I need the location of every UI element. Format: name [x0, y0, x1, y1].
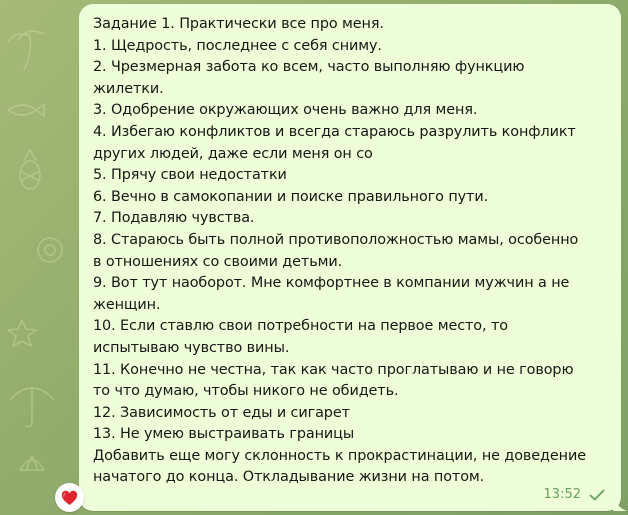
message-line: 11. Конечно не честна, так как часто проглатываю и не говорю — [93, 361, 574, 378]
message-line: 10. Если ставлю свои потребности на первое место, то — [93, 318, 508, 335]
message-line: 1. Щедрость, последнее с себя сниму. — [93, 37, 382, 54]
message-line: начатого до конца. Откладывание жизни на потом. — [93, 469, 485, 486]
message-line: 9. Вот тут наоборот. Мне комфортнее в компании мужчин а не — [93, 275, 570, 292]
message-line: то что думаю, чтобы никого не обидеть. — [93, 383, 399, 400]
single-check-icon — [589, 489, 605, 501]
message-line: 13. Не умею выстраивать границы — [93, 426, 355, 443]
message-line: испытываю чувство вины. — [93, 339, 290, 356]
message-line: других людей, даже если меня он со — [93, 145, 373, 162]
message-line: 2. Чрезмерная забота ко всем, часто выполняю функцию — [93, 59, 525, 76]
message-line: 5. Прячу свои недостатки — [93, 167, 287, 184]
reaction-badge[interactable] — [55, 483, 84, 512]
message-line: 4. Избегаю конфликтов и всегда стараюсь разрулить конфликт — [93, 123, 576, 140]
message-time: 13:52 — [543, 487, 581, 502]
message-line: 3. Одобрение окружающих очень важно для меня. — [93, 102, 478, 119]
message-meta — [544, 487, 605, 502]
message-line: жилетки. — [93, 80, 164, 97]
bubble-tail — [613, 493, 627, 511]
message-line: в отношениях со своими детьми. — [93, 253, 343, 270]
message-line: 7. Подавляю чувства. — [93, 210, 255, 227]
message-line: 12. Зависимость от еды и сигарет — [93, 404, 350, 421]
red-heart-icon — [61, 490, 78, 506]
message-line: 8. Стараюсь быть полной противоположностью мамы, особенно — [93, 231, 579, 248]
message-bubble[interactable] — [79, 4, 621, 511]
message-line: женщин. — [93, 296, 161, 313]
message-text — [93, 14, 609, 489]
message-line: Задание 1. Практически все про меня. — [93, 16, 384, 32]
message-line: 6. Вечно в самокопании и поиске правильного пути. — [93, 188, 489, 205]
message-line: Добавить еще могу склонность к прокрастинации, не доведение — [93, 447, 586, 464]
